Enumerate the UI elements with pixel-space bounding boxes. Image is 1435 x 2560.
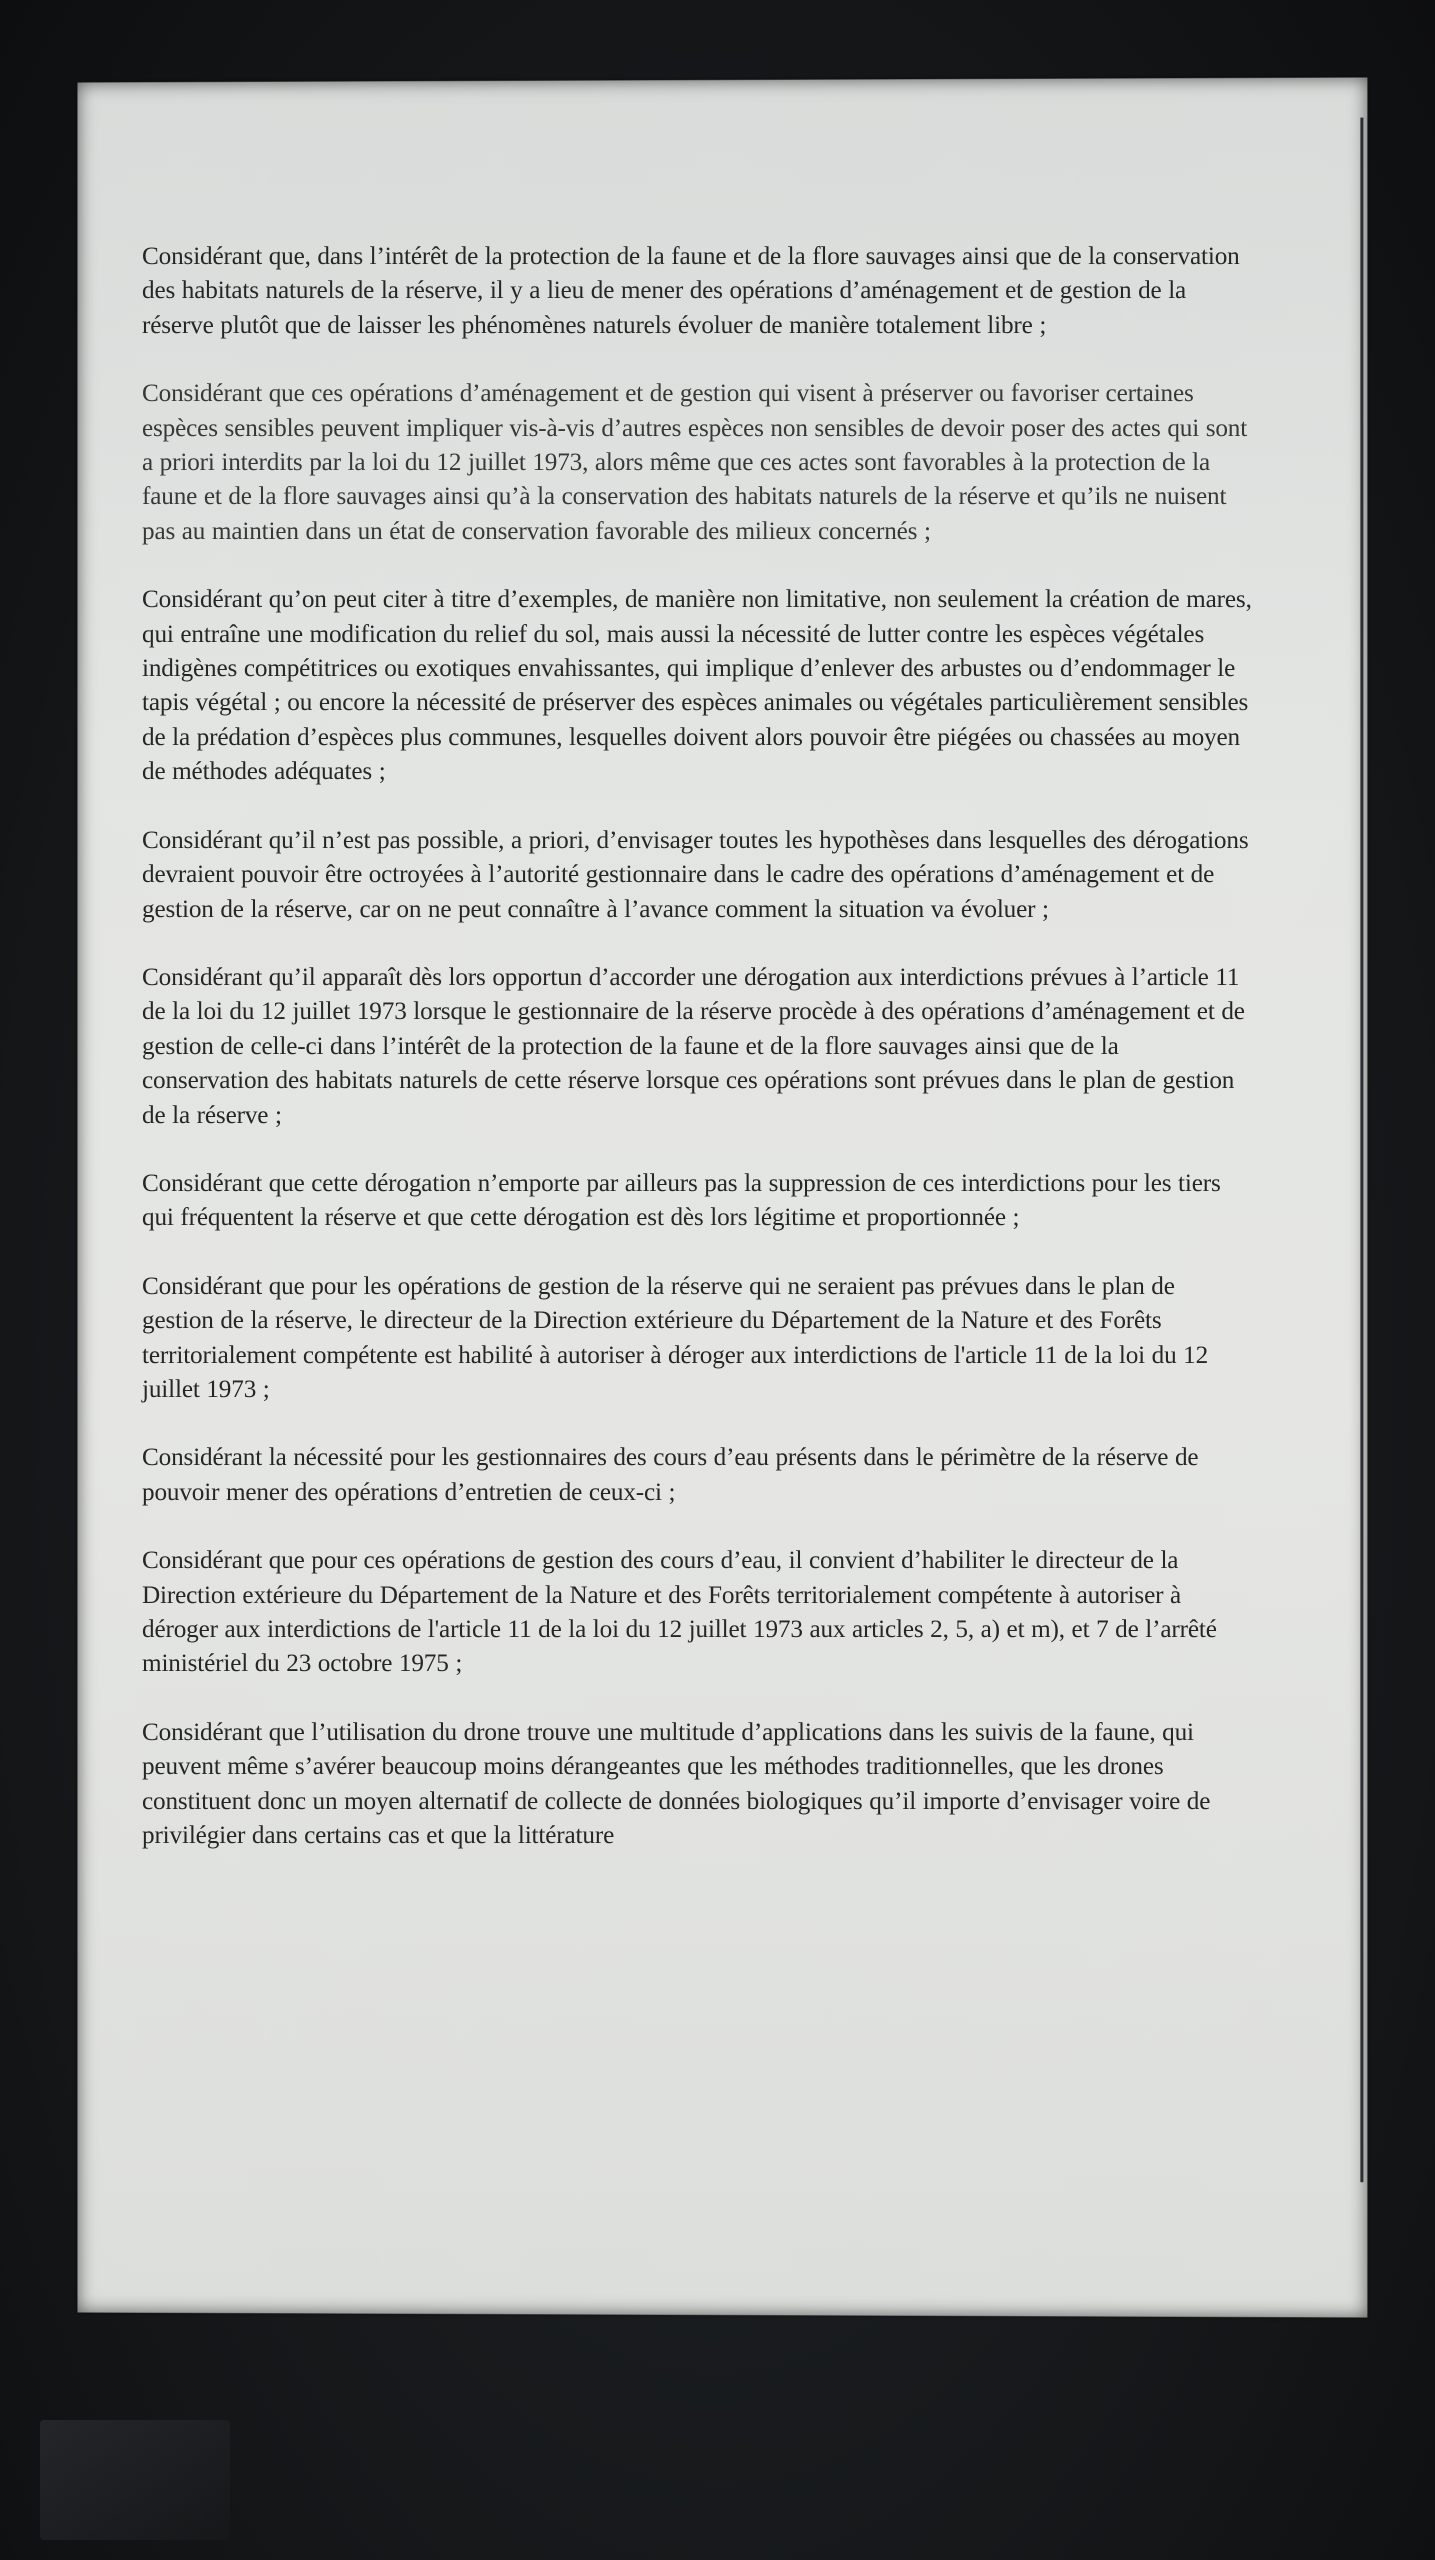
paragraph-4: Considérant qu’il n’est pas possible, a priori, d’envisager toutes les hypothèses dans lesquelles des dérogations devraient pouvoir être octroyées à l’autorité gestionnaire dans le cadre des opérations d’aménagement et de gestion de la réserve, car on ne peut connaître à l’avance comment la situation va évoluer ;	[142, 826, 1249, 923]
paragraph-5: Considérant qu’il apparaît dès lors opportun d’accorder une dérogation aux interdictions prévues à l’article 11 de la loi du 12 juillet 1973 lorsque le gestionnaire de la réserve procède à des opérations d’aménagement et de gestion de celle-ci dans l’intérêt de la protection de la faune et de la flore sauvages ainsi que de la conservation des habitats naturels de cette réserve lorsque ces opérations sont prévues dans le plan de gestion de la réserve ;	[142, 963, 1245, 1129]
paragraph-3: Considérant qu’on peut citer à titre d’exemples, de manière non limitative, non seulement la création de mares, qui entraîne une modification du relief du sol, mais aussi la nécessité de lutter contre les espèces végétales indigènes compétitrices ou exotiques envahissantes, qui implique d’enlever des arbustes ou d’endommager le tapis végétal ; ou encore la nécessité de préserver des espèces animales ou végétales particulièrement sensibles de la prédation d’espèces plus communes, lesquelles doivent alors pouvoir être piégées ou chassées au moyen de méthodes adéquates ;	[142, 586, 1252, 786]
paragraph-8: Considérant la nécessité pour les gestionnaires des cours d’eau présents dans le périmètre de la réserve de pouvoir mener des opérations d’entretien de ceux-ci ;	[142, 1444, 1199, 1506]
screen-edge-shadow	[1360, 118, 1363, 2183]
document-page	[142, 240, 1252, 1887]
paragraph-1: Considérant que, dans l’intérêt de la protection de la faune et de la flore sauvages ainsi que de la conservation des habitats naturels de la réserve, il y a lieu de mener des opérations d’aménagement et de gestion de la réserve plutôt que de laisser les phénomènes naturels évoluer de manière totalement libre ;	[142, 243, 1240, 339]
paragraph-6: Considérant que cette dérogation n’emporte par ailleurs pas la suppression de ces interdictions pour les tiers qui fréquentent la réserve et que cette dérogation est dès lors légitime et proportionnée ;	[142, 1169, 1221, 1232]
paragraph-2: Considérant que ces opérations d’aménagement et de gestion qui visent à préserver ou favoriser certaines espèces sensibles peuvent impliquer vis-à-vis d’autres espèces non sensibles de devoir poser des actes qui sont a priori interdits par la loi du 12 juillet 1973, alors même que ces actes sont favorables à la protection de la faune et de la flore sauvages ainsi qu’à la conservation des habitats naturels de la réserve et qu’ils ne nuisent pas au maintien dans un état de conservation favorable des milieux concernés ;	[142, 380, 1248, 545]
paragraph-7: Considérant que pour les opérations de gestion de la réserve qui ne seraient pas prévues dans le plan de gestion de la réserve, le directeur de la Direction extérieure du Département de la Nature et des Forêts territorialement compétente est habilité à autoriser à déroger aux interdictions de l'article 11 de la loi du 12 juillet 1973 ;	[142, 1272, 1209, 1403]
bezel-reflection	[40, 2420, 230, 2540]
paragraph-10: Considérant que l’utilisation du drone trouve une multitude d’applications dans les suivis de la faune, qui peuvent même s’avérer beaucoup moins dérangeantes que les méthodes traditionnelles, que les drones constituent donc un moyen alternatif de collecte de données biologiques qu’il importe d’envisager voire de privilégier dans certains cas et que la littérature	[142, 1718, 1211, 1850]
paragraph-9: Considérant que pour ces opérations de gestion des cours d’eau, il convient d’habiliter le directeur de la Direction extérieure du Département de la Nature et des Forêts territorialement compétente à autoriser à déroger aux interdictions de l'article 11 de la loi du 12 juillet 1973 aux articles 2, 5, a) et m), et 7 de l’arrêté ministériel du 23 octobre 1975 ;	[142, 1547, 1217, 1678]
